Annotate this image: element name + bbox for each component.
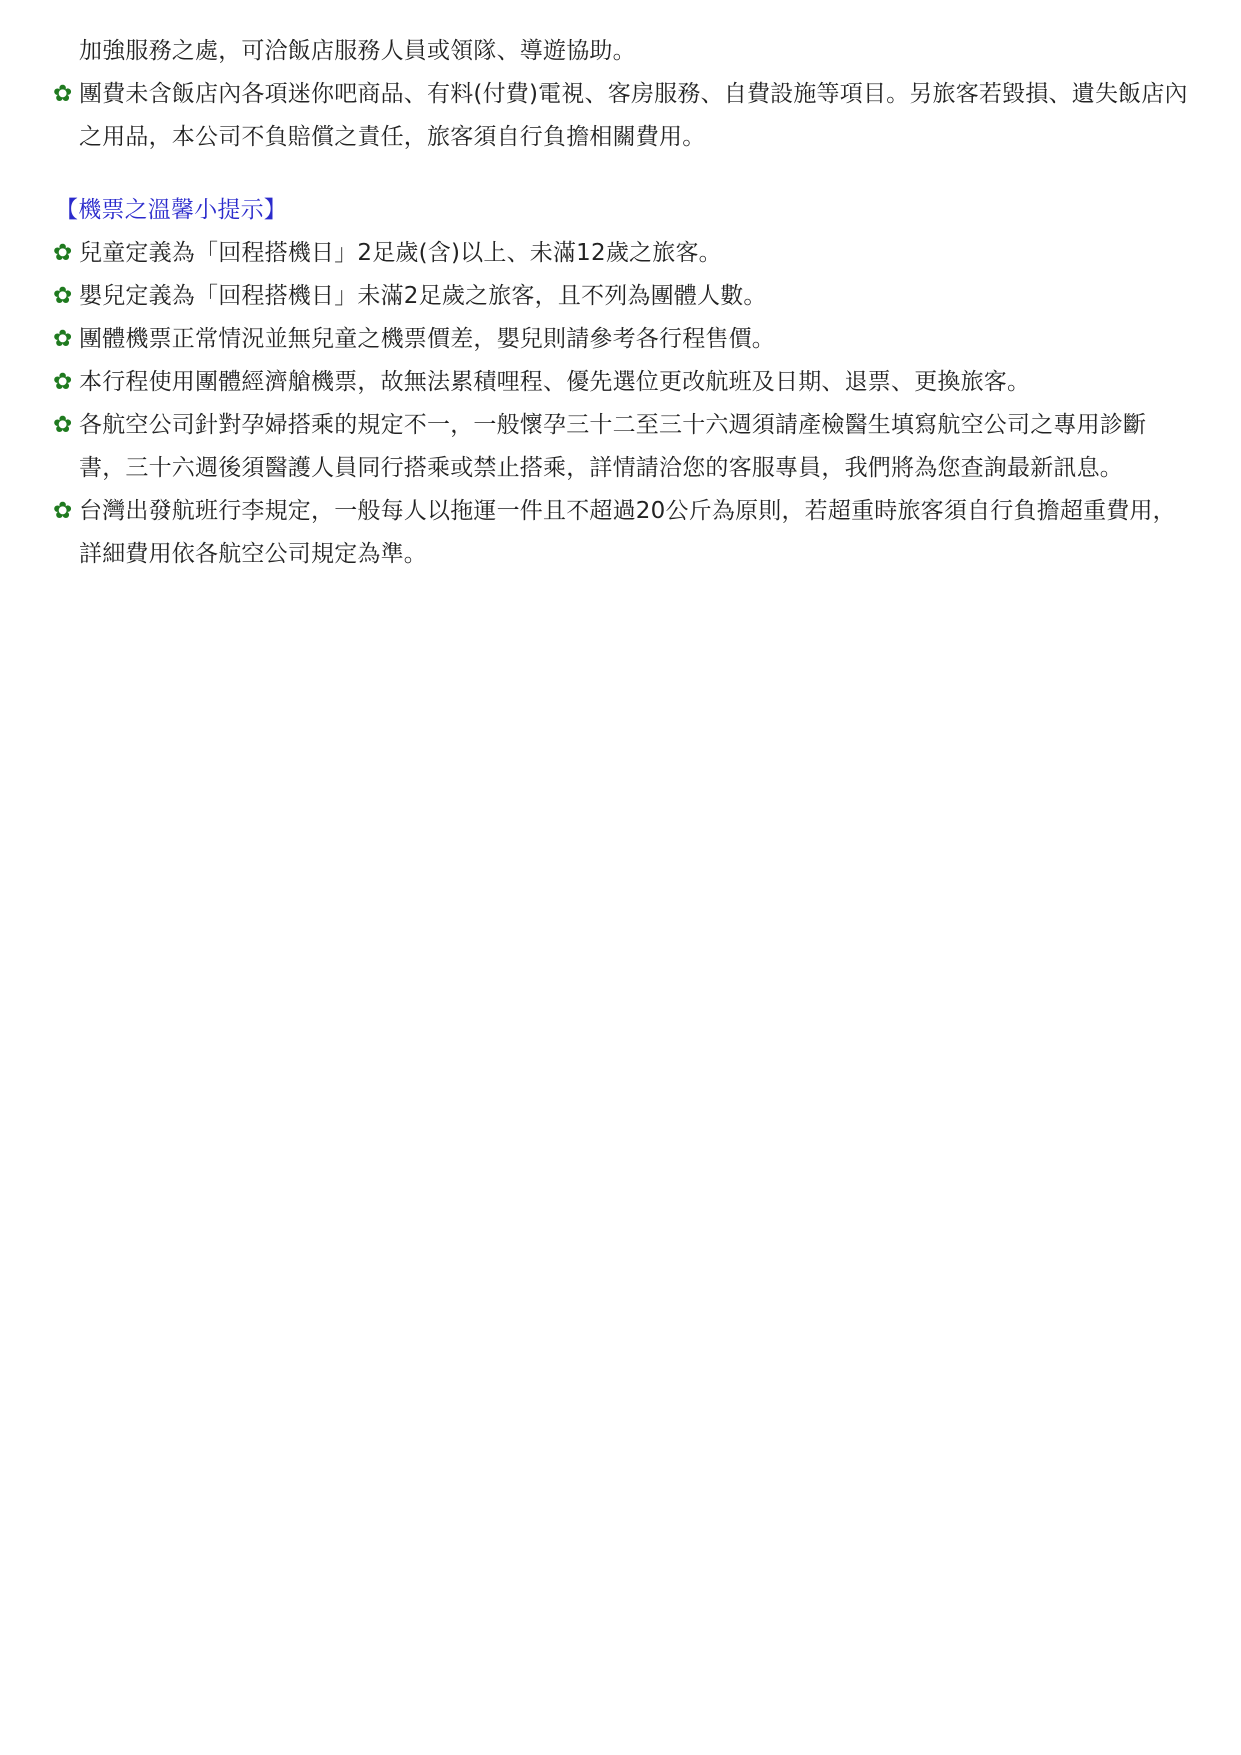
document-page <box>55 30 1190 576</box>
list-item-text: 兒童定義為「回程搭機日」2足歲(含)以上、未滿12歲之旅客。 <box>79 240 722 266</box>
flower-bullet-icon: ✿ <box>53 240 73 266</box>
list-item-text: 嬰兒定義為「回程搭機日」未滿2足歲之旅客，且不列為團體人數。 <box>79 283 767 309</box>
list-item-text: 台灣出發航班行李規定，一般每人以拖運一件且不超過20公斤為原則，若超重時旅客須自行負擔超重費用，詳細費用依各航空公司規定為準。 <box>79 498 1176 567</box>
flower-bullet-icon: ✿ <box>53 283 73 309</box>
list-item-text: 團費未含飯店內各項迷你吧商品、有料(付費)電視、客房服務、自費設施等項目。另旅客若毀損、遺失飯店內之用品，本公司不負賠償之責任，旅客須自行負擔相關費用。 <box>79 81 1188 150</box>
list-item-child-definition <box>55 232 1190 275</box>
flower-bullet-icon: ✿ <box>53 81 73 107</box>
list-item-text: 各航空公司針對孕婦搭乘的規定不一，一般懷孕三十二至三十六週須請產檢醫生填寫航空公司之專用診斷書，三十六週後須醫護人員同行搭乘或禁止搭乘，詳情請洽您的客服專員，我們將為您查詢最新訊息。 <box>79 412 1147 481</box>
flower-bullet-icon: ✿ <box>53 498 73 524</box>
list-item-hotel-minibar <box>55 73 1190 159</box>
flower-bullet-icon: ✿ <box>53 412 73 438</box>
list-item-baggage-policy <box>55 490 1190 576</box>
hotel-note-continuation: 加強服務之處，可洽飯店服務人員或領隊、導遊協助。 <box>79 38 636 64</box>
list-item-infant-definition <box>55 275 1190 318</box>
list-item-group-fare <box>55 318 1190 361</box>
section-title-ticket-tips: 【機票之溫馨小提示】 <box>55 197 287 223</box>
flower-bullet-icon: ✿ <box>53 369 73 395</box>
flower-bullet-icon: ✿ <box>53 326 73 352</box>
list-item-text: 團體機票正常情況並無兒童之機票價差，嬰兒則請參考各行程售價。 <box>79 326 775 352</box>
list-item-pregnancy-policy <box>55 404 1190 490</box>
list-item-economy-restrictions <box>55 361 1190 404</box>
list-item-text: 本行程使用團體經濟艙機票，故無法累積哩程、優先選位更改航班及日期、退票、更換旅客。 <box>79 369 1031 395</box>
